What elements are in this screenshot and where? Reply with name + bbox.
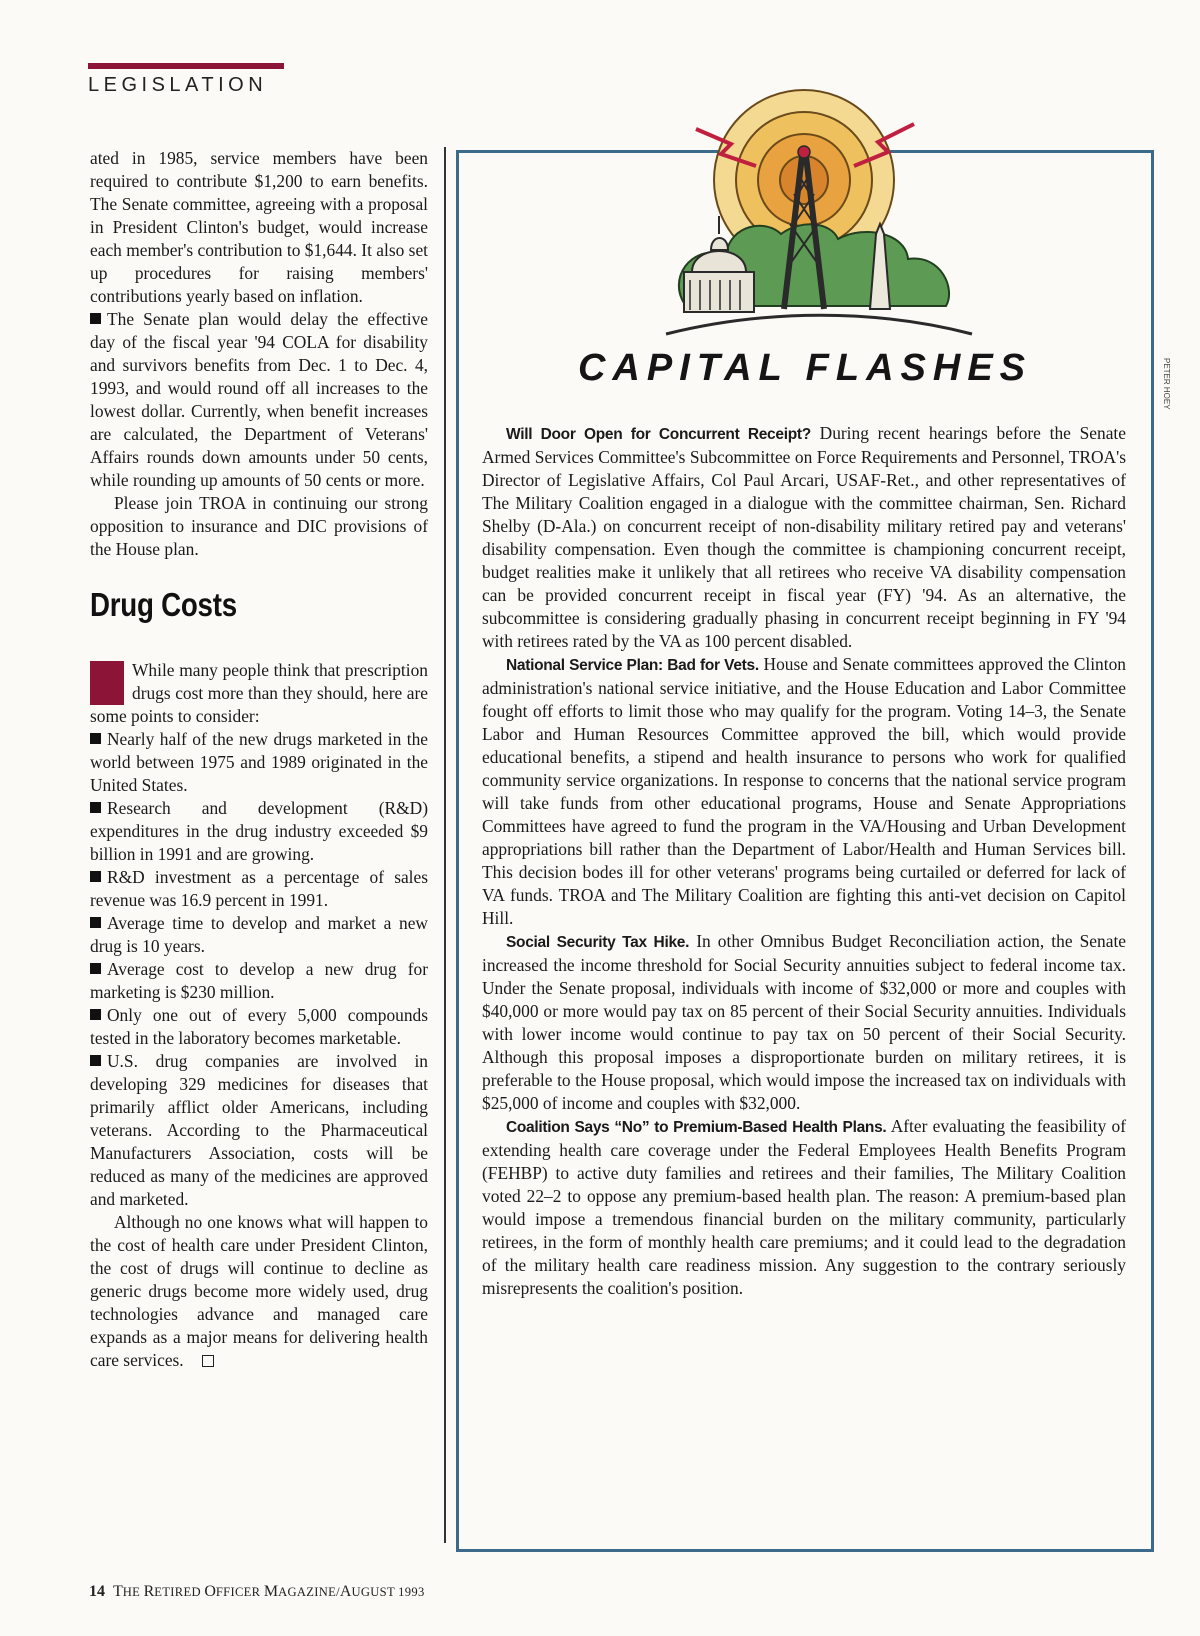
bullet-square-icon (90, 313, 101, 324)
footer-text: T (113, 1583, 123, 1600)
page-number: 14 (89, 1583, 105, 1600)
capital-flashes-title: CAPITAL FLASHES (577, 347, 1033, 389)
capitol-radio-tower-illustration (656, 84, 982, 344)
flash-item (482, 1115, 1126, 1300)
bullet-paragraph: Nearly half of the new drugs marketed in the world between 1975 and 1989 originated in the United States. (90, 729, 428, 795)
bullet-square-icon (90, 1009, 101, 1020)
footer-text: FFICER (215, 1585, 264, 1599)
flash-item (482, 653, 1126, 930)
bullet-paragraph: The Senate plan would delay the effective day of the fiscal year '94 COLA for disability and survivors benefits from Dec. 1 to Dec. 4, 1993, and would round off all increases to the lowest dollar. Currently, when benefit increases are calculated, the Department of Veterans' Affairs rounds down amounts under 50 cents, while rounding up amounts of 50 cents or more. (90, 309, 428, 490)
bullet-paragraph: Research and development (R&D) expenditures in the drug industry exceeded $9 billion in 1991 and are growing. (90, 798, 428, 864)
section-rule (88, 63, 284, 69)
flash-item-lead: National Service Plan: Bad for Vets. (506, 657, 759, 674)
flash-item-text: During recent hearings before the Senate Armed Services Committee's Subcommittee on Force Requirements and Personnel, TROA's Director of Legislative Affairs, Col Paul Arcari, USAF-Ret., and other representatives of The Military Coalition engaged in a dialogue with the committee chairman, Sen. Richard Shelby (D-Ala.) on concurrent receipt of non-disability military retired pay and veterans' disability compensation. Even though the committee is championing concurrent receipt, budget realities make it unlikely that all retirees who receive VA disability compensation can be provided concurrent receipt in fiscal year (FY) '94. As an alternative, the subcommittee is considering gradually phasing in concurrent receipt beginning in FY '94 with retirees rated by the VA as 100 percent disabled. (482, 423, 1126, 651)
flash-item-text: House and Senate committees approved the Clinton administration's national service initiative, and the House Education and Labor Committee fought off efforts to limit those who may qualify for the program. Voting 14–3, the Senate Labor and Human Resources Committee approved the bill, which would provide educational benefits, a stipend and health insurance to persons who work for qualified community service organizations. In response to concerns that the national service program will take funds from other educational programs, House and Senate Appropriations Committees have agreed to fund the program in the VA/Housing and Urban Development appropriations bill rather than the Department of Labor/Health and Human Services bill. This decision bodes ill for other veterans' programs being curtailed or deferred for lack of VA funds. TROA and The Military Coalition are fighting this anti-vet decision on Capitol Hill. (482, 654, 1126, 928)
section-heading: Drug Costs (90, 586, 237, 623)
drop-cap-paragraph: While many people think that prescription drugs cost more than they should, here are some points to consider: (90, 660, 428, 726)
section-label: LEGISLATION (88, 74, 268, 96)
footer-text: HE (122, 1585, 144, 1599)
flash-item-text: After evaluating the feasibility of extending health care coverage under the Federal Employees Health Benefits Program (FEHBP) to active duty families and retirees and their families, The Military Coalition voted 22–2 to oppose any premium-based health plan. The reason: A premium-based plan would impose a tremendous financial burden on the military community, particularly retirees, in the form of monthly health care premiums; and it could lead to the degradation of the military health care readiness mission. Any suggestion to the contrary seriously misrepresents the coalition's position. (482, 1116, 1126, 1298)
left-column (90, 147, 428, 1372)
bullet-paragraph: Only one out of every 5,000 compounds tested in the laboratory becomes marketable. (90, 1005, 428, 1048)
closing-paragraph: Although no one knows what will happen to the cost of health care under President Clinton, the cost of drugs will continue to decline as generic drugs become more widely used, drug technologies advance and managed care expands as a major means for delivering health care services. (90, 1212, 428, 1370)
drop-cap-block (90, 661, 124, 705)
page-footer (89, 1583, 425, 1601)
footer-text: O (204, 1583, 216, 1600)
bullet-paragraph: U.S. drug companies are involved in developing 329 medicines for diseases that primarily afflict older Americans, including veterans. According to the Pharmaceutical Manufacturers Association, costs will be reduced as many of the medicines are approved and marketed. (90, 1051, 428, 1209)
paragraph: Please join TROA in continuing our strong opposition to insurance and DIC provisions of the House plan. (90, 493, 428, 559)
bullet-paragraph: Average cost to develop a new drug for marketing is $230 million. (90, 959, 428, 1002)
bullet-square-icon (90, 1055, 101, 1066)
capital-flashes-body (482, 422, 1126, 1300)
footer-text: ETIRED (154, 1585, 205, 1599)
bullet-square-icon (90, 802, 101, 813)
flash-item-text: In other Omnibus Budget Reconciliation action, the Senate increased the income threshold for Social Security annuities subject to federal income tax. Under the Senate proposal, individuals with income of $32,000 or more and couples with $40,000 or more would pay tax on 85 percent of their Social Security annuities. Individuals with lower income would continue to pay tax on 50 percent of their Social Security. Although this proposal imposes a disproportionate burden on military retirees, it is preferable to the House proposal, which would impose the increased tax on individuals with $25,000 of income and couples with $32,000. (482, 931, 1126, 1113)
bullet-square-icon (90, 733, 101, 744)
bullet-paragraph: Average time to develop and market a new drug is 10 years. (90, 913, 428, 956)
bullet-square-icon (90, 917, 101, 928)
bullet-square-icon (90, 871, 101, 882)
footer-text: A (339, 1583, 352, 1600)
flash-item-lead: Will Door Open for Concurrent Receipt? (506, 426, 811, 443)
illustration-credit: PETER HOEY (1162, 358, 1171, 410)
bullet-square-icon (90, 963, 101, 974)
column-divider (444, 147, 446, 1543)
paragraph: ated in 1985, service members have been required to contribute $1,200 to earn benefits. The Senate committee, agreeing with a proposal in President Clinton's budget, would increase each member's contribution to $1,644. It also set up procedures for raising members' contributions yearly based on inflation. (90, 148, 428, 306)
bullet-paragraph: R&D investment as a percentage of sales revenue was 16.9 percent in 1991. (90, 867, 428, 910)
flash-item-lead: Coalition Says “No” to Premium-Based Health Plans. (506, 1119, 887, 1136)
footer-text: R (143, 1583, 155, 1600)
end-mark-icon (202, 1355, 214, 1367)
footer-text: M (263, 1583, 279, 1600)
flash-item-lead: Social Security Tax Hike. (506, 934, 690, 951)
flash-item (482, 422, 1126, 653)
footer-text: AGAZINE/ (278, 1585, 340, 1599)
footer-text: UGUST 1993 (351, 1585, 425, 1599)
flash-item (482, 930, 1126, 1115)
